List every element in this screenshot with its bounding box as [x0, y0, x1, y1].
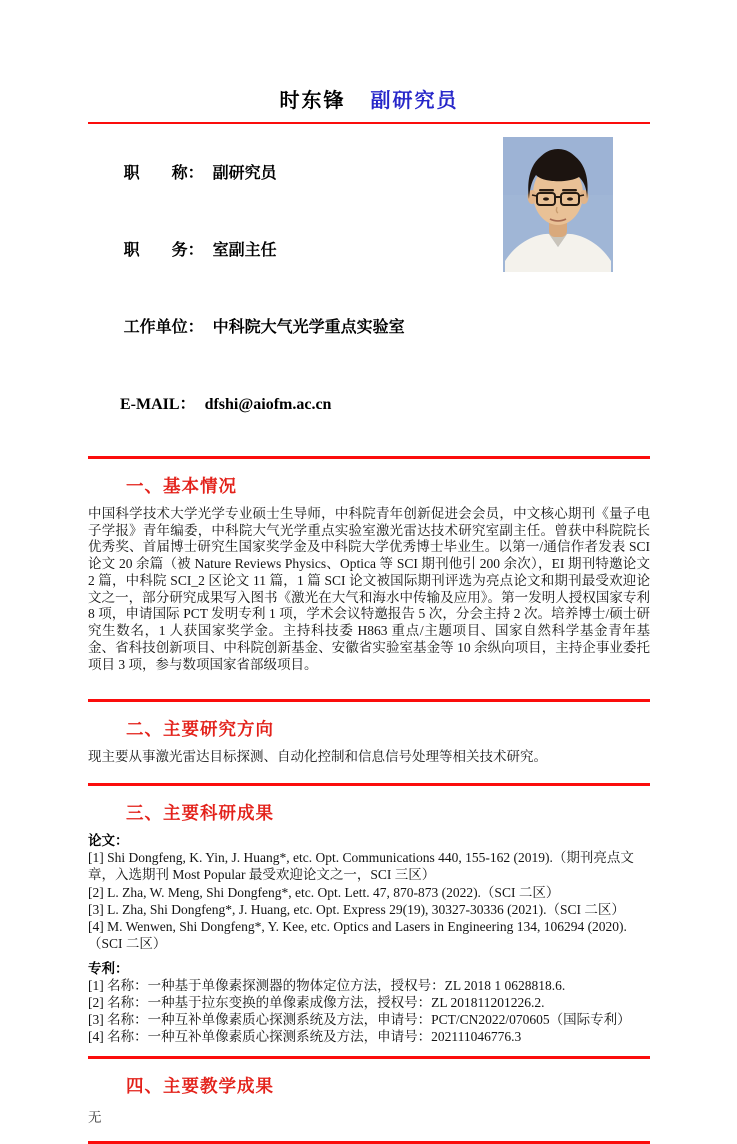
section-heading-research-directions: 二、主要研究方向 — [126, 719, 274, 740]
job-title-value: 副研究员 — [212, 165, 277, 182]
section-teaching-achievements — [88, 1073, 650, 1126]
profile-info — [88, 142, 650, 432]
patents-label: 专利： — [88, 960, 129, 976]
section-heading-teaching-achievements: 四、主要教学成果 — [126, 1075, 274, 1096]
patent-item: [2] 名称：一种基于拉东变换的单像素成像方法，授权号：ZL 201811201226.2. — [88, 994, 545, 1010]
section-heading-basic-info: 一、基本情况 — [126, 476, 237, 496]
job-title-label: 职 称： — [123, 165, 204, 182]
page-title — [88, 84, 650, 113]
email-value[interactable]: dfshi@aiofm.ac.cn — [204, 396, 332, 413]
teaching-achievements-paragraph: 无 — [88, 1109, 102, 1125]
person-title: 副研究员 — [370, 90, 459, 112]
workplace-label: 工作单位： — [123, 319, 204, 336]
section-research-directions — [88, 716, 650, 766]
document-content — [88, 0, 650, 1144]
section-research-achievements — [88, 800, 650, 1046]
position-value: 室副主任 — [212, 242, 277, 259]
position-label: 职 务： — [123, 242, 204, 259]
email-label: E-MAIL： — [120, 396, 196, 413]
research-directions-paragraph: 现主要从事激光雷达目标探测、自动化控制和信息信号处理等相关技术研究。 — [88, 749, 547, 765]
basic-info-paragraph: 中国科学技术大学光学专业硕士生导师，中科院青年创新促进会会员，中文核心期刊《量子电子学报》青年编委，中科院大气光学重点实验室激光雷达技术研究室副主任。曾获中科院院长优秀奖、首届博士研究生国家奖学金及中科院大学优秀博士毕业生。以第一/通信作者发表 SCI 论文 20 余篇（被 Nature Reviews Physics、Optica 等 SCI 期刊他引 200 余次），EI 期刊特邀论文 2 篇，中科院 SCI_2 区论文 11 篇，1 篇 SCI 论文被国际期刊评选为亮点论文和期刊最受欢迎论文之一，部分研究成果写入图书《激光在大气和海水中传输及应用》。第一发明人授权国家专利 8 项，申请国际 PCT 发明专利 1 项，学术会议特邀报告 5 次，分会主持 2 次。培养博士/硕士研究生数名，1 人获国家奖学金。主持科技委 H863 重点/主题项目、国家自然科学基金青年基金、省科技创新项目、中科院创新基金、安徽省实验室基金等 10 余纵向项目，主持企事业委托项目 3 项，参与数项国家省部级项目。 — [88, 506, 650, 672]
paper-item: [3] L. Zha, Shi Dongfeng*, J. Huang, etc. Opt. Express 29(19), 30327-30336 (2021).（SCI 二区） — [88, 901, 625, 917]
info-row-job-title — [88, 142, 650, 201]
title-divider — [88, 122, 650, 124]
section-heading-research-achievements: 三、主要科研成果 — [126, 803, 274, 824]
person-name: 时东锋 — [279, 90, 346, 112]
info-row-workplace — [88, 296, 650, 355]
section-divider — [88, 699, 650, 702]
info-row-email — [88, 373, 650, 432]
paper-item: [4] M. Wenwen, Shi Dongfeng*, Y. Kee, etc. Optics and Lasers in Engineering 134, 106294 (2020).（SCI 二区） — [88, 919, 627, 952]
patent-item: [3] 名称：一种互补单像素质心探测系统及方法，申请号：PCT/CN2022/070605（国际专利） — [88, 1012, 631, 1028]
section-divider — [88, 1056, 650, 1059]
section-basic-info — [88, 473, 650, 673]
papers-label: 论文： — [88, 833, 129, 849]
info-row-position — [88, 219, 650, 278]
section-divider — [88, 783, 650, 786]
bottom-divider — [88, 1141, 650, 1144]
patent-item: [1] 名称：一种基于单像素探测器的物体定位方法，授权号：ZL 2018 1 0628818.6. — [88, 977, 566, 993]
workplace-value: 中科院大气光学重点实验室 — [212, 319, 405, 336]
patent-item: [4] 名称：一种互补单像素质心探测系统及方法，申请号：202111046776.3 — [88, 1029, 522, 1045]
paper-item: [2] L. Zha, W. Meng, Shi Dongfeng*, etc. Opt. Lett. 47, 870-873 (2022).（SCI 二区） — [88, 884, 560, 900]
paper-item: [1] Shi Dongfeng, K. Yin, J. Huang*, etc. Opt. Communications 440, 155-162 (2019).（期刊亮点文章，入选期刊 Most Popular 最受欢迎论文之一，SCI 三区） — [88, 850, 634, 883]
section-divider — [88, 456, 650, 459]
